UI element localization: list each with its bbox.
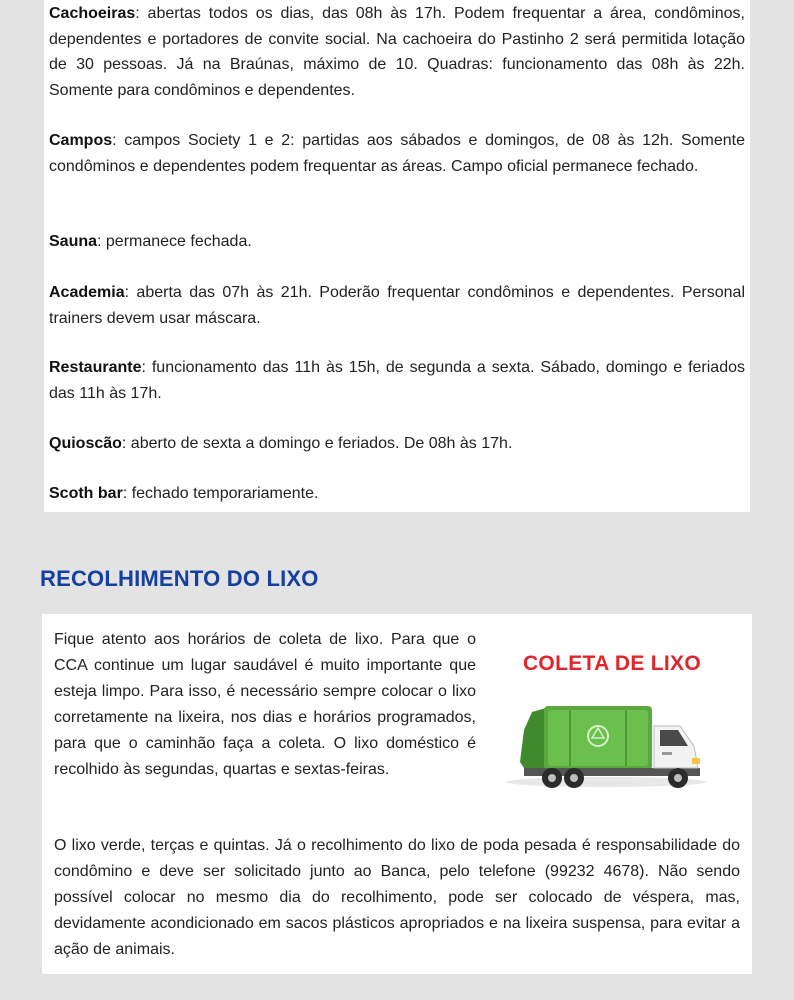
amenity-text: : abertas todos os dias, das 08h às 17h. Podem frequentar a área, condôminos, dependentes e portadores de convite social. Na cachoeira do Pastinho 2 será permitida lotação de 30 pessoas. Já na Braúnas, máximo de 10. Quadras: funcionamento das 08h às 22h. Somente para condôminos e dependentes. xyxy=(49,5,745,99)
paragraph-scoth-bar xyxy=(49,481,745,507)
amenity-text: : funcionamento das 11h às 15h, de segunda a sexta. Sábado, domingo e feriados das 11h às 17h. xyxy=(49,359,745,402)
paragraph-sauna xyxy=(49,229,745,255)
paragraph-academia xyxy=(49,280,745,331)
amenity-name: Restaurante xyxy=(49,359,142,376)
amenity-name: Scoth bar xyxy=(49,485,123,502)
lixo-paragraph-1: Fique atento aos horários de coleta de lixo. Para que o CCA continue um lugar saudável é muito importante que esteja limpo. Para isso, é necessário sempre colocar o lixo corretamente na lixeira, nos dias e horários programados, para que o caminhão faça a coleta. O lixo doméstico é recolhido às segundas, quartas e sextas-feiras. xyxy=(54,631,476,778)
section-title: RECOLHIMENTO DO LIXO xyxy=(40,566,319,591)
amenity-text: : aberta das 07h às 21h. Poderão frequentar condôminos e dependentes. Personal trainers devem usar máscara. xyxy=(49,284,745,327)
amenity-name: Quioscão xyxy=(49,435,122,452)
amenity-name: Campos xyxy=(49,132,113,149)
image-caption: COLETA DE LIXO xyxy=(522,652,702,675)
paragraph-cachoeiras xyxy=(49,1,745,103)
coleta-de-lixo-image xyxy=(488,634,736,804)
amenity-text: : campos Society 1 e 2: partidas aos sábados e domingos, de 08 às 12h. Somente condôminos e dependentes podem frequentar as áreas. Campo oficial permanece fechado. xyxy=(49,132,745,175)
paragraph-restaurante xyxy=(49,355,745,406)
paragraph-campos xyxy=(49,128,745,179)
amenities-card xyxy=(44,0,750,512)
amenity-text: : fechado temporariamente. xyxy=(122,485,319,502)
amenity-name: Cachoeiras xyxy=(49,5,136,22)
lixo-card xyxy=(42,614,752,974)
paragraph-quioscao xyxy=(49,431,745,457)
amenity-name: Academia xyxy=(49,284,125,301)
amenity-name: Sauna xyxy=(49,233,98,250)
amenity-text: : aberto de sexta a domingo e feriados. De 08h às 17h. xyxy=(121,435,513,452)
amenity-text: : permanece fechada. xyxy=(97,233,252,250)
garbage-truck-icon xyxy=(488,634,736,804)
lixo-paragraph-2: O lixo verde, terças e quintas. Já o recolhimento do lixo de poda pesada é responsabilidade do condômino e deve ser solicitado junto ao Banca, pelo telefone (99232 4678). Não sendo possível colocar no mesmo dia do recolhimento, pode ser colocado de véspera, mas, devidamente acondicionado em sacos plásticos apropriados e na lixeira suspensa, para evitar a ação de animais. xyxy=(54,837,740,958)
